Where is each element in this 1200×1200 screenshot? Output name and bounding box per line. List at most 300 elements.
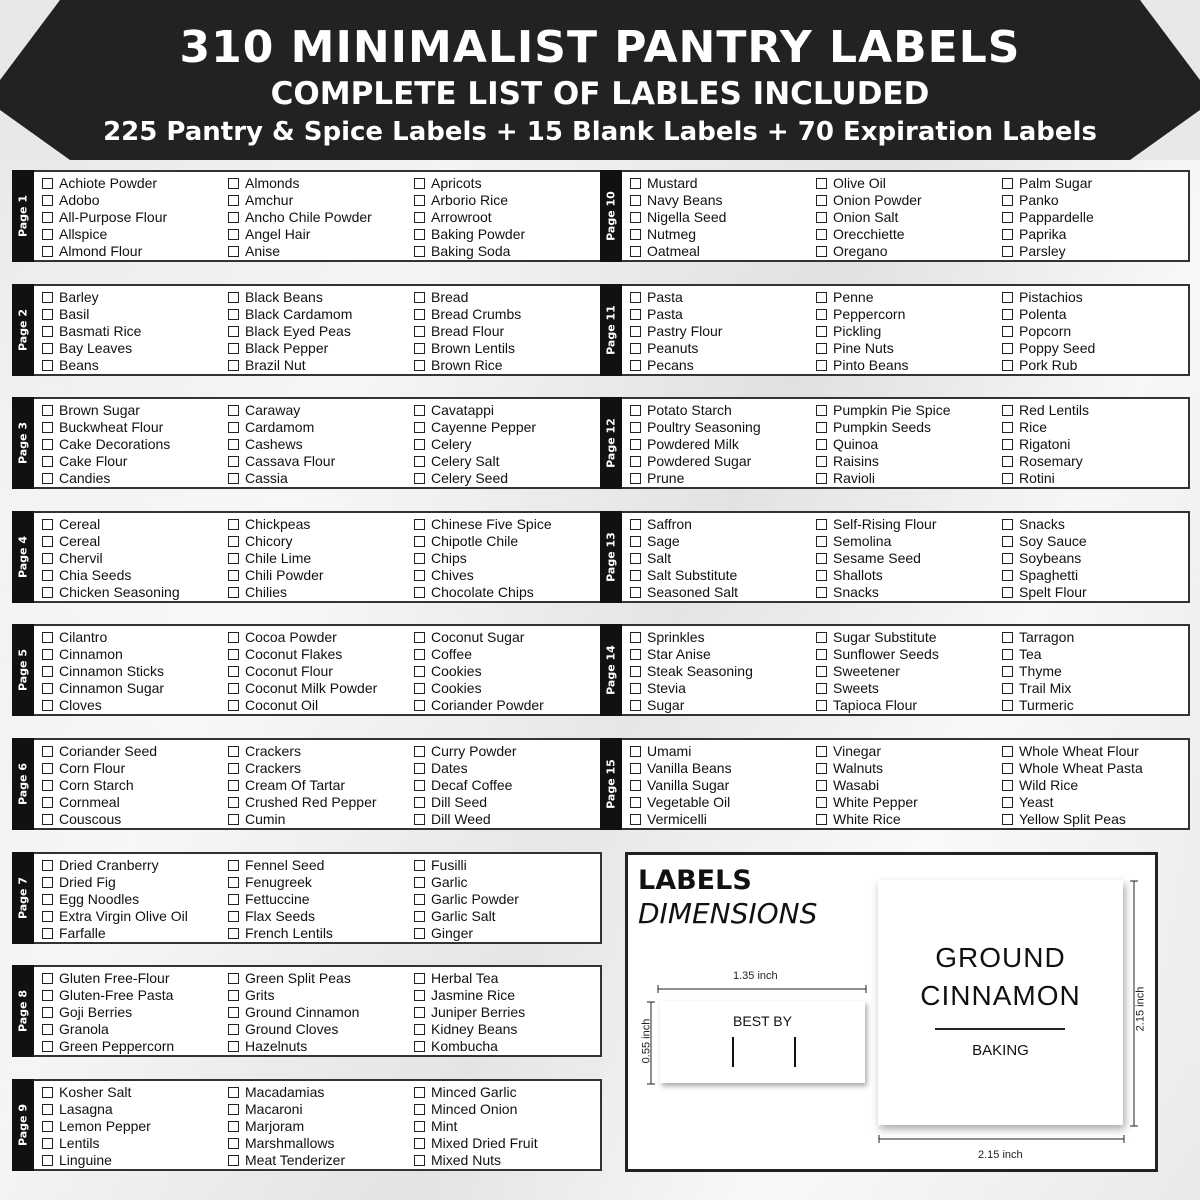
page-label-list [622, 397, 1190, 489]
checkbox-icon [228, 1104, 239, 1115]
label-item-text: Penne [833, 289, 874, 305]
label-item [1002, 550, 1188, 567]
label-item-text: Green Peppercorn [59, 1038, 175, 1054]
label-item [42, 794, 228, 811]
label-item-text: Sunflower Seeds [833, 646, 939, 662]
label-item-text: White Rice [833, 811, 901, 827]
label-item-text: Peanuts [647, 340, 699, 356]
checkbox-icon [414, 649, 425, 660]
label-item [42, 1004, 228, 1021]
checkbox-icon [816, 292, 827, 303]
label-column [42, 175, 228, 260]
label-item [1002, 340, 1188, 357]
checkbox-icon [630, 763, 641, 774]
label-item-text: Linguine [59, 1152, 112, 1168]
checkbox-icon [414, 570, 425, 581]
label-item-text: Chickpeas [245, 516, 311, 532]
label-item [414, 289, 600, 306]
label-page [12, 284, 590, 376]
label-item [414, 743, 600, 760]
label-item [1002, 760, 1188, 777]
label-item [816, 516, 1002, 533]
label-item-text: Dill Seed [431, 794, 488, 810]
label-item-text: Fettuccine [245, 891, 310, 907]
label-item-text: Peppercorn [833, 306, 906, 322]
checkbox-icon [228, 911, 239, 922]
label-item [228, 436, 414, 453]
label-item-text: Turmeric [1019, 697, 1074, 713]
label-column [228, 970, 414, 1055]
label-item [630, 629, 816, 646]
label-item-text: Cardamom [245, 419, 315, 435]
label-item-text: Sage [647, 533, 680, 549]
page-tab-label: Page 3 [16, 421, 30, 465]
page-tab [12, 511, 34, 603]
label-item [414, 1021, 600, 1038]
label-item-text: Achiote Powder [59, 175, 158, 191]
checkbox-icon [228, 683, 239, 694]
label-item [1002, 663, 1188, 680]
checkbox-icon [414, 195, 425, 206]
label-item-text: Snacks [1019, 516, 1065, 532]
page-tab-label: Page 12 [604, 418, 618, 468]
label-item-text: Bread [431, 289, 469, 305]
label-item [414, 1038, 600, 1055]
label-column [1002, 402, 1188, 487]
checkbox-icon [1002, 570, 1013, 581]
label-item-text: Cereal [59, 533, 101, 549]
label-column [630, 629, 816, 714]
label-item [42, 646, 228, 663]
label-column [1002, 289, 1188, 374]
label-item-text: Orecchiette [833, 226, 905, 242]
label-item [816, 680, 1002, 697]
label-item-text: Vanilla Sugar [647, 777, 730, 793]
label-item [630, 663, 816, 680]
label-item [816, 663, 1002, 680]
checkbox-icon [414, 212, 425, 223]
label-item [228, 663, 414, 680]
label-item [414, 925, 600, 942]
label-item [414, 1084, 600, 1101]
label-item [228, 857, 414, 874]
label-item [816, 192, 1002, 209]
label-page [600, 624, 1178, 716]
checkbox-icon [42, 763, 53, 774]
checkbox-icon [414, 973, 425, 984]
checkbox-icon [228, 292, 239, 303]
checkbox-icon [42, 343, 53, 354]
checkbox-icon [816, 178, 827, 189]
checkbox-icon [42, 666, 53, 677]
label-item-text: Egg Noodles [59, 891, 140, 907]
checkbox-icon [228, 928, 239, 939]
sample-label-line2: CINNAMON [920, 980, 1081, 1011]
label-item-text: Adobo [59, 192, 100, 208]
label-item-text: Soy Sauce [1019, 533, 1087, 549]
checkbox-icon [414, 746, 425, 757]
checkbox-icon [42, 587, 53, 598]
label-item [414, 584, 600, 601]
checkbox-icon [630, 536, 641, 547]
page-tab [12, 624, 34, 716]
label-item [816, 226, 1002, 243]
checkbox-icon [414, 1138, 425, 1149]
label-item [228, 419, 414, 436]
checkbox-icon [630, 683, 641, 694]
page-tab-label: Page 1 [16, 194, 30, 238]
small-width-arrow [656, 983, 868, 995]
checkbox-icon [228, 519, 239, 530]
label-item-text: Stevia [647, 680, 686, 696]
label-column [414, 1084, 600, 1169]
label-item-text: Fusilli [431, 857, 467, 873]
label-item [414, 402, 600, 419]
checkbox-icon [414, 1007, 425, 1018]
checkbox-icon [1002, 178, 1013, 189]
page-label-list [34, 965, 602, 1057]
label-item [42, 516, 228, 533]
checkbox-icon [630, 405, 641, 416]
checkbox-icon [816, 746, 827, 757]
label-item [228, 760, 414, 777]
label-item [414, 340, 600, 357]
label-item-text: All-Purpose Flour [59, 209, 168, 225]
checkbox-icon [228, 780, 239, 791]
checkbox-icon [228, 860, 239, 871]
label-item [1002, 584, 1188, 601]
checkbox-icon [42, 1007, 53, 1018]
label-item-text: Crackers [245, 743, 302, 759]
label-item-text: Macaroni [245, 1101, 303, 1117]
label-item-text: Panko [1019, 192, 1059, 208]
checkbox-icon [42, 797, 53, 808]
checkbox-icon [630, 360, 641, 371]
label-item [228, 323, 414, 340]
banner-subtitle: COMPLETE LIST OF LABLES INCLUDED [270, 76, 930, 112]
checkbox-icon [816, 519, 827, 530]
checkbox-icon [228, 649, 239, 660]
label-item [42, 697, 228, 714]
checkbox-icon [42, 746, 53, 757]
label-item-text: Coconut Flakes [245, 646, 343, 662]
checkbox-icon [1002, 763, 1013, 774]
page-label-list [622, 738, 1190, 830]
label-item-text: Saffron [647, 516, 692, 532]
checkbox-icon [630, 814, 641, 825]
label-item-text: Polenta [1019, 306, 1067, 322]
label-item [42, 243, 228, 260]
label-column [42, 970, 228, 1055]
label-item [42, 1038, 228, 1055]
checkbox-icon [228, 570, 239, 581]
label-item-text: Arrowroot [431, 209, 492, 225]
checkbox-icon [228, 360, 239, 371]
label-item [228, 533, 414, 550]
label-item-text: Fenugreek [245, 874, 312, 890]
label-item [414, 516, 600, 533]
checkbox-icon [414, 1087, 425, 1098]
label-item [42, 436, 228, 453]
label-item-text: Yeast [1019, 794, 1054, 810]
label-item [630, 777, 816, 794]
label-item-text: Spaghetti [1019, 567, 1079, 583]
label-item [42, 175, 228, 192]
checkbox-icon [1002, 536, 1013, 547]
checkbox-icon [42, 1024, 53, 1035]
checkbox-icon [816, 797, 827, 808]
page-label-list [622, 511, 1190, 603]
page-label-list [622, 284, 1190, 376]
label-item-text: Anise [245, 243, 281, 259]
label-item [42, 970, 228, 987]
checkbox-icon [42, 894, 53, 905]
label-item [42, 908, 228, 925]
label-item [414, 697, 600, 714]
label-item [42, 289, 228, 306]
label-item-text: Pastry Flour [647, 323, 723, 339]
checkbox-icon [630, 422, 641, 433]
label-item-text: Angel Hair [245, 226, 311, 242]
page-tab [600, 511, 622, 603]
banner-summary: 225 Pantry & Spice Labels + 15 Blank Labels + 70 Expiration Labels [103, 117, 1097, 147]
label-item-text: Chilies [245, 584, 288, 600]
checkbox-icon [630, 473, 641, 484]
label-item-text: Coffee [431, 646, 472, 662]
label-item [630, 306, 816, 323]
checkbox-icon [1002, 326, 1013, 337]
page-tab-label: Page 9 [16, 1103, 30, 1147]
page-label-list [34, 738, 602, 830]
label-item-text: Brown Rice [431, 357, 503, 373]
label-item-text: Corn Flour [59, 760, 126, 776]
checkbox-icon [816, 536, 827, 547]
label-item [228, 1004, 414, 1021]
checkbox-icon [228, 439, 239, 450]
checkbox-icon [414, 326, 425, 337]
label-item-text: Chervil [59, 550, 103, 566]
spice-label-sample [878, 880, 1123, 1125]
checkbox-icon [816, 700, 827, 711]
label-item-text: Steak Seasoning [647, 663, 753, 679]
page-tab [12, 738, 34, 830]
label-item [228, 680, 414, 697]
label-item-text: Sweetener [833, 663, 900, 679]
checkbox-icon [1002, 229, 1013, 240]
label-item [414, 1118, 600, 1135]
label-item-text: Raisins [833, 453, 879, 469]
checkbox-icon [414, 456, 425, 467]
label-item [228, 567, 414, 584]
label-item-text: Cinnamon Sticks [59, 663, 165, 679]
label-column [414, 402, 600, 487]
big-width-arrow [878, 1133, 1126, 1145]
checkbox-icon [816, 309, 827, 320]
small-label-width: 1.35 inch [733, 970, 778, 982]
label-column [42, 289, 228, 374]
label-page [12, 965, 590, 1057]
checkbox-icon [42, 990, 53, 1001]
label-item [228, 908, 414, 925]
checkbox-icon [414, 666, 425, 677]
page-tab-label: Page 10 [604, 191, 618, 241]
small-label-height: 0.55 inch [640, 1018, 653, 1064]
label-item-text: Brown Lentils [431, 340, 516, 356]
checkbox-icon [42, 195, 53, 206]
checkbox-icon [228, 326, 239, 337]
label-item-text: Quinoa [833, 436, 879, 452]
label-column [42, 1084, 228, 1169]
label-column [42, 516, 228, 601]
label-item-text: Garlic Powder [431, 891, 519, 907]
page-label-list [34, 624, 602, 716]
label-item-text: Vinegar [833, 743, 882, 759]
page-tab-label: Page 15 [604, 759, 618, 809]
checkbox-icon [228, 973, 239, 984]
label-item [42, 629, 228, 646]
label-item [42, 567, 228, 584]
label-item-text: Celery Seed [431, 470, 509, 486]
label-item-text: Popcorn [1019, 323, 1072, 339]
label-item [816, 794, 1002, 811]
label-item [816, 697, 1002, 714]
label-item [228, 243, 414, 260]
label-page [12, 624, 590, 716]
checkbox-icon [228, 894, 239, 905]
checkbox-icon [1002, 246, 1013, 257]
page-tab-label: Page 13 [604, 532, 618, 582]
checkbox-icon [228, 763, 239, 774]
checkbox-icon [414, 422, 425, 433]
checkbox-icon [42, 1087, 53, 1098]
label-item [1002, 794, 1188, 811]
checkbox-icon [228, 1024, 239, 1035]
label-item [1002, 192, 1188, 209]
label-item-text: Chicken Seasoning [59, 584, 180, 600]
label-item [630, 453, 816, 470]
label-item [1002, 533, 1188, 550]
label-item-text: Cake Flour [59, 453, 128, 469]
label-item-text: Pine Nuts [833, 340, 894, 356]
label-item-text: Beans [59, 357, 99, 373]
label-item [228, 340, 414, 357]
label-item [630, 243, 816, 260]
checkbox-icon [228, 700, 239, 711]
label-item [630, 209, 816, 226]
label-item [630, 357, 816, 374]
label-item-text: Onion Powder [833, 192, 922, 208]
label-item-text: Pasta [647, 289, 683, 305]
label-item-text: Pasta [647, 306, 683, 322]
label-item [42, 584, 228, 601]
page-tab-label: Page 7 [16, 876, 30, 920]
checkbox-icon [414, 519, 425, 530]
label-item-text: Cilantro [59, 629, 108, 645]
checkbox-icon [630, 570, 641, 581]
label-column [42, 743, 228, 828]
label-column [414, 970, 600, 1055]
checkbox-icon [1002, 360, 1013, 371]
checkbox-icon [1002, 309, 1013, 320]
page-label-list [622, 170, 1190, 262]
label-item [42, 226, 228, 243]
label-column [816, 743, 1002, 828]
label-column [630, 516, 816, 601]
label-item-text: Tea [1019, 646, 1042, 662]
label-item [414, 970, 600, 987]
checkbox-icon [42, 519, 53, 530]
label-item-text: Coconut Sugar [431, 629, 525, 645]
date-divider-left [732, 1037, 734, 1067]
checkbox-icon [414, 683, 425, 694]
label-item-text: Almond Flour [59, 243, 143, 259]
label-item-text: Walnuts [833, 760, 884, 776]
checkbox-icon [228, 422, 239, 433]
label-item [816, 470, 1002, 487]
label-item [816, 629, 1002, 646]
label-column [1002, 516, 1188, 601]
label-item-text: Barley [59, 289, 99, 305]
label-item-text: Gluten-Free Pasta [59, 987, 174, 1003]
label-item-text: Vermicelli [647, 811, 707, 827]
label-column [630, 175, 816, 260]
label-item [1002, 646, 1188, 663]
page-tab [600, 170, 622, 262]
checkbox-icon [42, 212, 53, 223]
label-item-text: Decaf Coffee [431, 777, 513, 793]
label-item [414, 357, 600, 374]
label-item-text: Baking Soda [431, 243, 511, 259]
checkbox-icon [630, 649, 641, 660]
label-item-text: Pumpkin Pie Spice [833, 402, 951, 418]
checkbox-icon [414, 229, 425, 240]
label-item [42, 1101, 228, 1118]
label-item [228, 289, 414, 306]
checkbox-icon [630, 797, 641, 808]
label-page [600, 284, 1178, 376]
checkbox-icon [414, 343, 425, 354]
page-tab-label: Page 8 [16, 989, 30, 1033]
label-item [630, 289, 816, 306]
checkbox-icon [1002, 519, 1013, 530]
label-item [414, 663, 600, 680]
checkbox-icon [414, 292, 425, 303]
label-item [630, 584, 816, 601]
checkbox-icon [1002, 632, 1013, 643]
label-item [42, 453, 228, 470]
label-item [228, 584, 414, 601]
checkbox-icon [1002, 195, 1013, 206]
checkbox-icon [1002, 746, 1013, 757]
checkbox-icon [1002, 814, 1013, 825]
label-item [228, 629, 414, 646]
checkbox-icon [414, 405, 425, 416]
checkbox-icon [630, 212, 641, 223]
label-item [630, 226, 816, 243]
checkbox-icon [42, 632, 53, 643]
best-by-text: BEST BY [733, 1013, 792, 1029]
label-item-text: Cassava Flour [245, 453, 336, 469]
label-item-text: Potato Starch [647, 402, 732, 418]
label-item-text: Cashews [245, 436, 303, 452]
label-item-text: Powdered Sugar [647, 453, 752, 469]
checkbox-icon [228, 473, 239, 484]
label-page [600, 738, 1178, 830]
label-item-text: Apricots [431, 175, 482, 191]
label-item [816, 243, 1002, 260]
checkbox-icon [42, 860, 53, 871]
label-column [816, 516, 1002, 601]
